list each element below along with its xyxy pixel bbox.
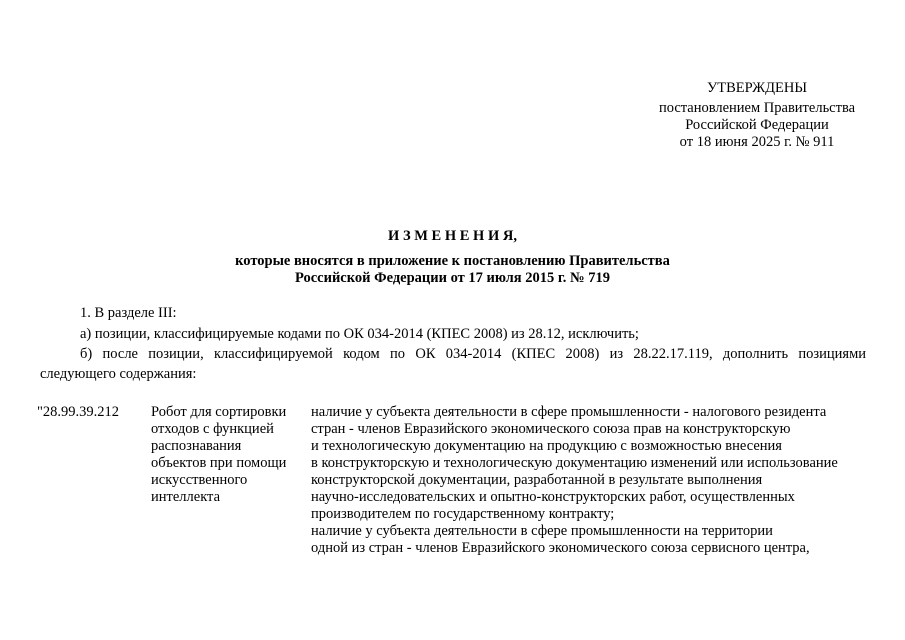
description-line: наличие у субъекта деятельности в сфере промышленности на территории xyxy=(311,523,773,539)
name-line: Робот для сортировки xyxy=(151,404,287,420)
document-subtitle-line-2: Российской Федерации от 17 июля 2015 г. № 719 xyxy=(294,270,610,286)
name-line: распознавания xyxy=(151,438,242,454)
description-line: и технологическую документацию на продукцию с возможностью внесения xyxy=(311,438,782,454)
approval-line-2: Российской Федерации xyxy=(685,117,829,133)
name-line: искусственного xyxy=(151,472,248,488)
description-line: в конструкторскую и технологическую документацию изменений или использование xyxy=(311,455,838,471)
paragraph-b-line-2: следующего содержания: xyxy=(40,366,197,382)
paragraph-b-line-1: б) после позиции, классифицируемой кодом по ОК 034-2014 (КПЕС 2008) из 28.22.17.119, дополнить позициями xyxy=(80,346,866,362)
description-line: конструкторской документации, разработанной в результате выполнения xyxy=(311,472,763,488)
description-line: одной из стран - членов Евразийского экономического союза сервисного центра, xyxy=(311,540,810,556)
approval-line-1: постановлением Правительства xyxy=(658,100,856,116)
approval-line-3: от 18 июня 2025 г. № 911 xyxy=(679,134,835,150)
table-cell-code: "28.99.39.212 xyxy=(37,404,120,420)
paragraph-a: а) позиции, классифицируемые кодами по ОК 034-2014 (КПЕС 2008) из 28.12, исключить; xyxy=(80,326,639,342)
description-line: наличие у субъекта деятельности в сфере промышленности - налогового резидента xyxy=(311,404,827,420)
paragraph-1: 1. В разделе III: xyxy=(80,305,177,321)
document-title: И З М Е Н Е Н И Я, xyxy=(388,228,517,244)
description-line: производителем по государственному контракту; xyxy=(311,506,615,522)
name-line: объектов при помощи xyxy=(151,455,287,471)
description-line: научно-исследовательских и опытно-конструкторских работ, осуществленных xyxy=(311,489,795,505)
approval-title: УТВЕРЖДЕНЫ xyxy=(706,80,808,96)
description-line: стран - членов Евразийского экономического союза прав на конструкторскую xyxy=(311,421,791,437)
name-line: интеллекта xyxy=(151,489,221,505)
name-line: отходов с функцией xyxy=(151,421,274,437)
document-subtitle-line-1: которые вносятся в приложение к постановлению Правительства xyxy=(235,253,670,269)
